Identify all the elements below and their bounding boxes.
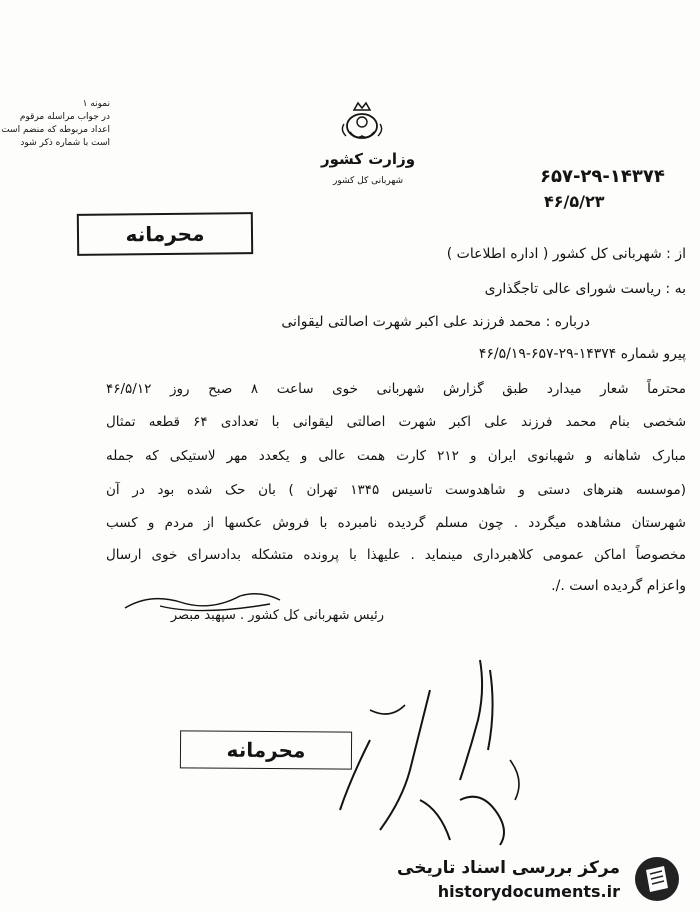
- archive-title: مرکز بررسی اسناد تاریخی: [397, 858, 620, 878]
- form-note-line: نمونه ۱: [82, 99, 110, 109]
- body-line: مخصوصاً اماکن عمومی کلاهبرداری مینماید . علیهذا با پرونده متشکله بدادسرای خوی ارسال: [106, 547, 686, 563]
- to-line: به : ریاست شورای عالی تاجگذاری: [484, 281, 686, 297]
- reference-number: ۶۵۷-۲۹-۱۴۳۷۴: [540, 166, 665, 187]
- form-note: [0, 98, 110, 150]
- from-line: از : شهربانی کل کشور ( اداره اطلاعات ): [446, 246, 686, 262]
- archive-url: historydocuments.ir: [437, 882, 620, 901]
- reference-date: ۴۶/۵/۲۳: [544, 192, 605, 211]
- handwritten-annotation: [310, 650, 550, 850]
- body-line: شخصی بنام محمد فرزند علی اکبر شهرت اصالتی لیقوانی با تعدادی ۶۴ قطعه تمثال: [106, 414, 686, 430]
- body-line: (موسسه هنرهای دستی و شاهدوست تاسیس ۱۳۴۵ تهران ) بان حک شده بود در آن: [106, 482, 686, 498]
- confidential-stamp: محرمانه: [77, 212, 253, 256]
- ministry-title: وزارت کشور: [320, 150, 416, 168]
- body-line: شهرستان مشاهده میگردد . چون مسلم گردیده نامبرده با فروش عکسها از مردم و کسب: [106, 515, 686, 531]
- subject-line: درباره : محمد فرزند علی اکبر شهرت اصالتی لیقوانی: [281, 314, 590, 330]
- body-line: مبارک شاهانه و شهبانوی ایران و ۲۱۲ کارت همت عالی و یکعدد مهر لاستیکی که جمله: [106, 448, 686, 464]
- lion-and-sun-emblem: [336, 100, 388, 148]
- form-note-line: است با شماره ذکر شود: [20, 138, 110, 148]
- followup-line: پیرو شماره ۱۴۳۷۴-۲۹-۶۵۷-۴۶/۵/۱۹: [478, 346, 686, 362]
- form-note-line: در جواب مراسله مرقوم: [19, 112, 110, 122]
- body-line: محترماً شعار میدارد طبق گزارش شهربانی خوی ساعت ۸ صبح روز ۴۶/۵/۱۲: [106, 381, 686, 397]
- signature-line: رئیس شهربانی کل کشور . سپهبد مبصر: [170, 608, 384, 623]
- body-line-final: واعزام گردیده است ./.: [551, 578, 686, 594]
- confidential-stamp: محرمانه: [180, 730, 352, 769]
- archive-logo-icon: [628, 854, 686, 904]
- form-note-line: اعداد مربوطه که منضم است: [1, 125, 110, 135]
- department-title: شهربانی کل کشور: [332, 176, 404, 186]
